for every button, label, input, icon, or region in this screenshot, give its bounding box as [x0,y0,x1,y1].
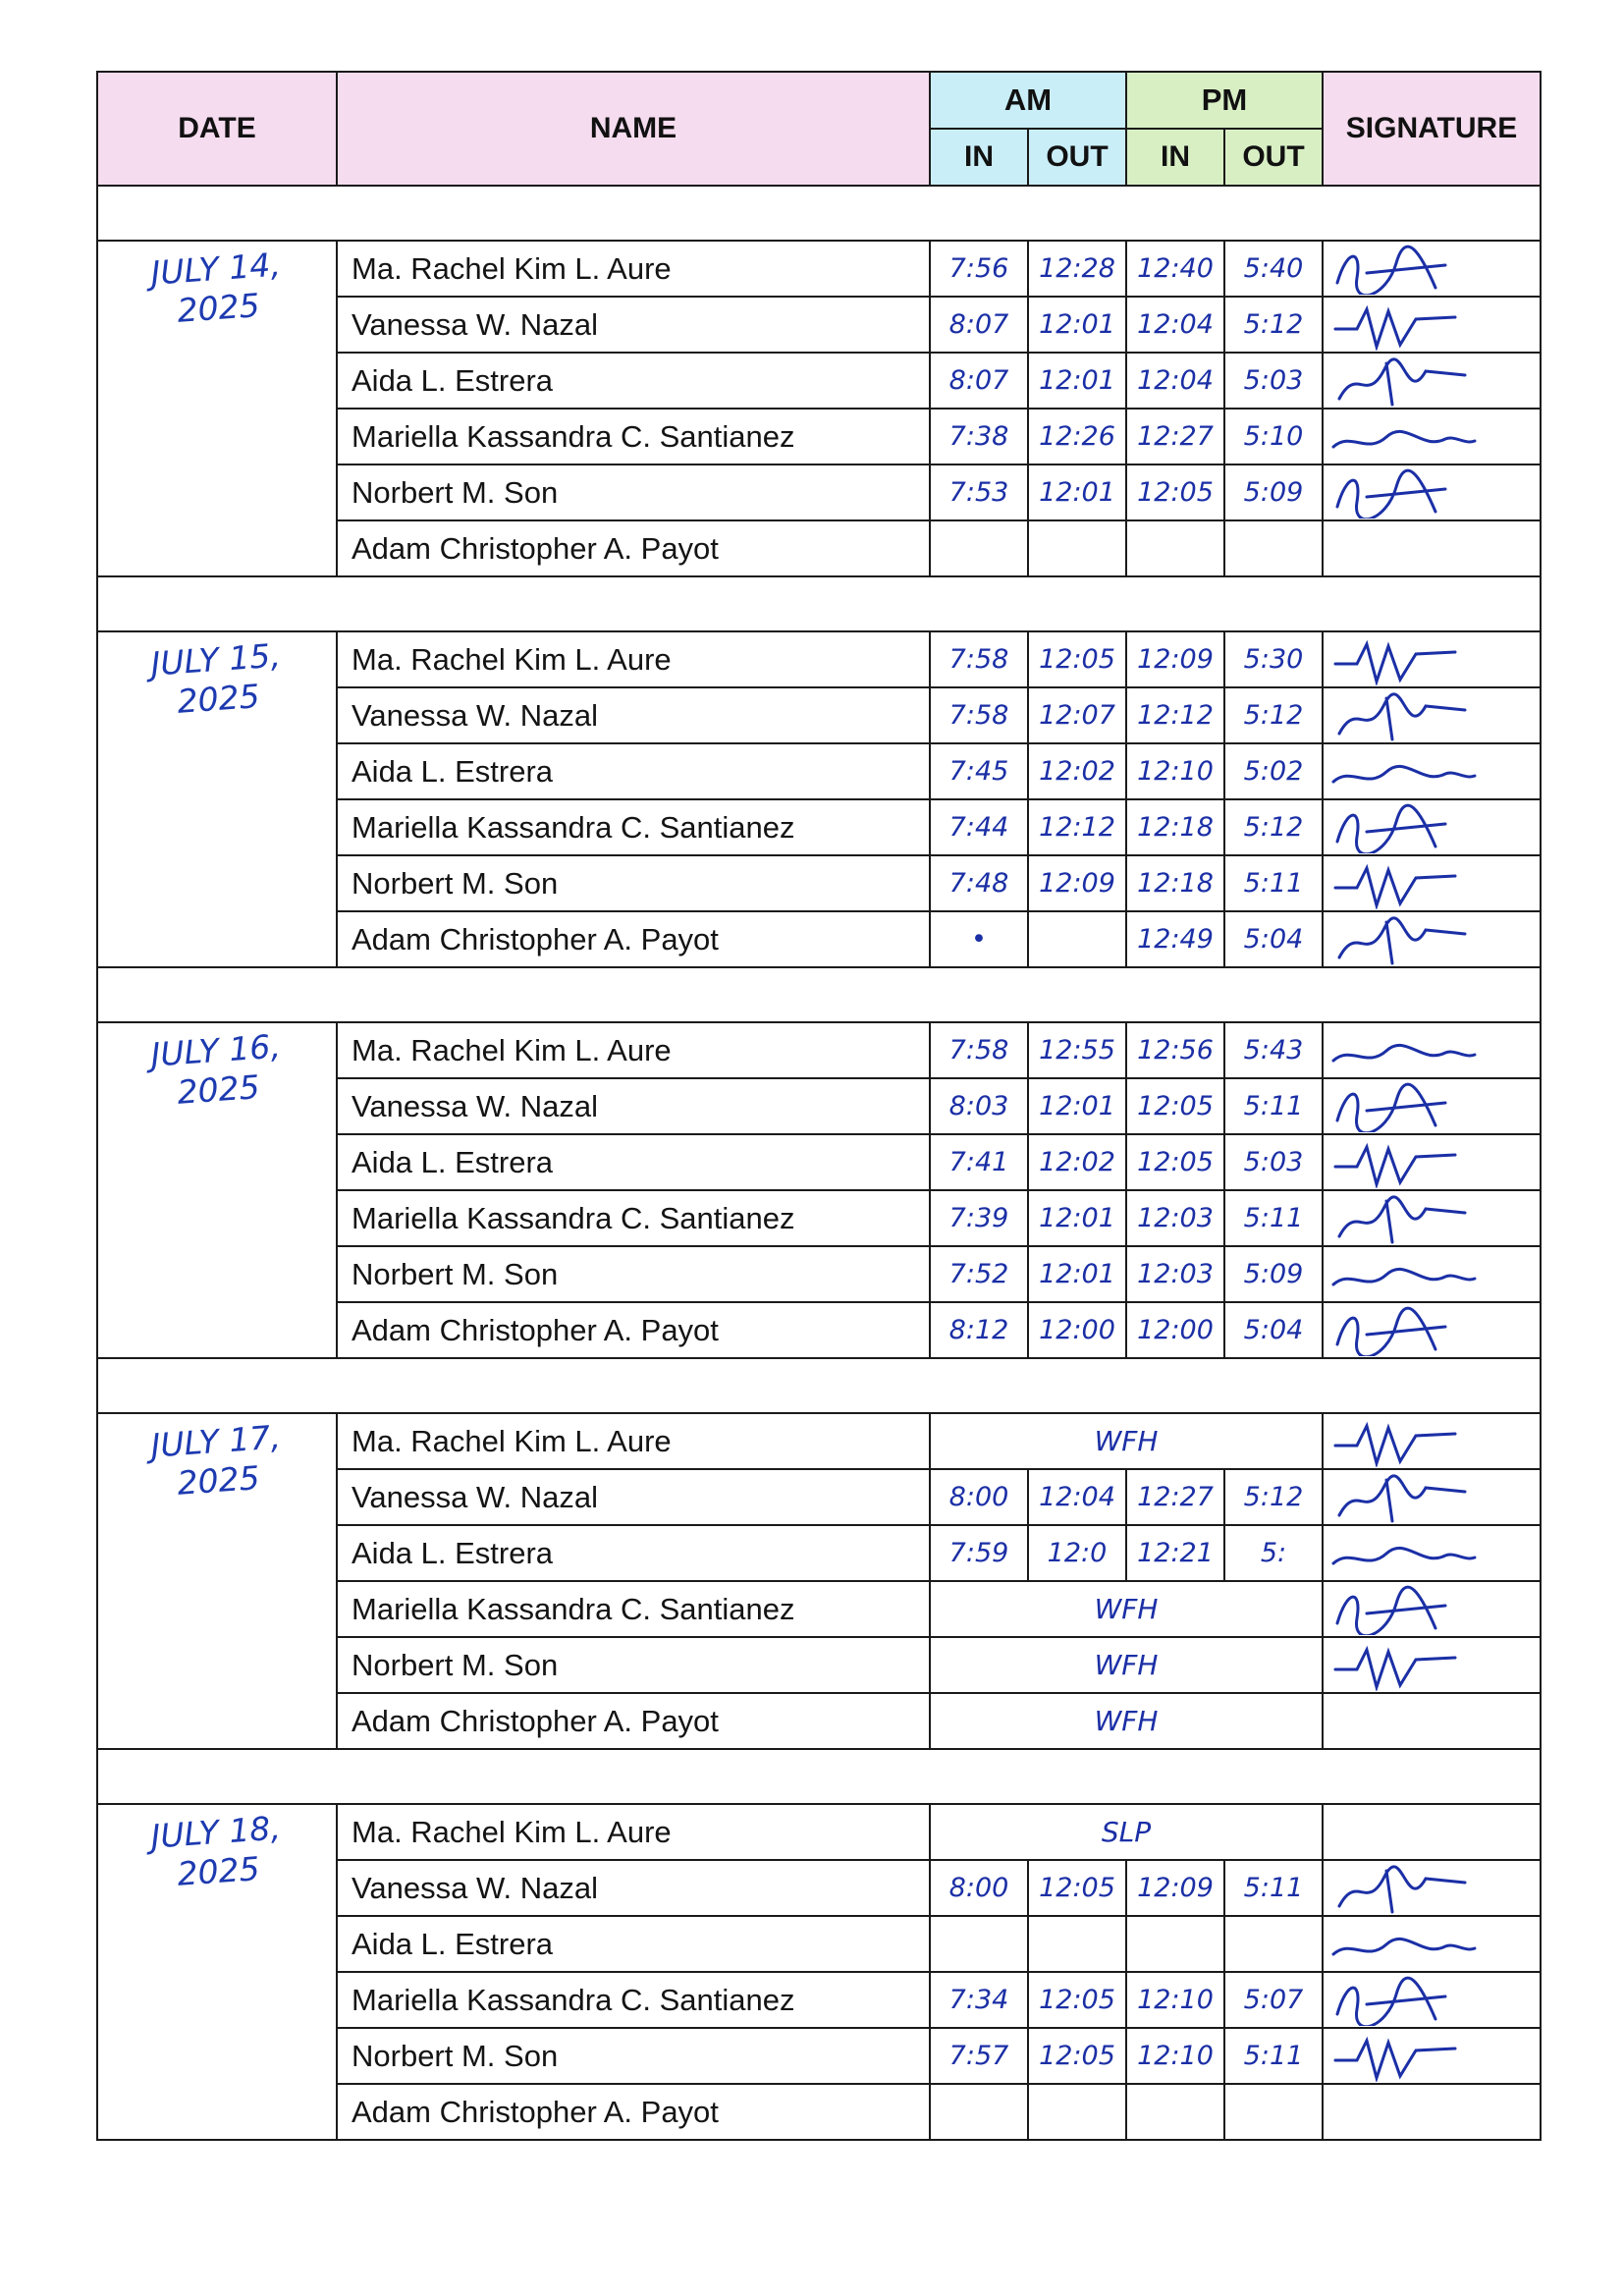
time-pm-out: 5:04 [1224,1302,1323,1358]
time-pm-out: 5:11 [1224,1078,1323,1134]
pm-in-header: IN [1126,129,1224,186]
separator-cell [97,967,1541,1022]
signature-cell [1323,241,1541,297]
time-pm-in: 12:10 [1126,743,1224,799]
employee-name: Ma. Rachel Kim L. Aure [337,1804,930,1860]
time-pm-out: 5:12 [1224,1469,1323,1525]
table-row [97,1022,1541,1078]
date-line-1: JULY 18, [149,1808,282,1856]
time-am-in: 8:07 [930,297,1028,353]
signature-stroke [1333,1939,1475,1954]
time-pm-in: 12:10 [1126,1972,1224,2028]
employee-name: Norbert M. Son [337,464,930,520]
time-pm-in: 12:56 [1126,1022,1224,1078]
employee-name: Mariella Kassandra C. Santianez [337,1190,930,1246]
employee-name: Norbert M. Son [337,2028,930,2084]
signature-cell [1323,2028,1541,2084]
signature-cell [1323,1525,1541,1581]
signature-scribble [1327,1137,1524,1188]
time-am-in: 7:58 [930,631,1028,687]
separator-cell [97,576,1541,631]
signature-cell [1323,687,1541,743]
handwritten-date [149,245,285,332]
date-line-1: JULY 16, [149,1026,282,1074]
handwritten-date [149,1808,285,1895]
time-am-out [1028,1916,1126,1972]
employee-name: Mariella Kassandra C. Santianez [337,799,930,855]
signature-scribble [1327,746,1524,797]
signature-cell [1323,1637,1541,1693]
time-pm-in: 12:18 [1126,799,1224,855]
signature-cell [1323,1190,1541,1246]
signature-cell [1323,1134,1541,1190]
signature-scribble [1327,411,1524,463]
signature-cell [1323,464,1541,520]
handwritten-date [149,1417,285,1504]
date-header: DATE [97,72,337,186]
signature-stroke [1333,1548,1475,1563]
table-row [97,631,1541,687]
time-am-out: 12:02 [1028,743,1126,799]
signature-cell [1323,1693,1541,1749]
signature-scribble [1327,467,1524,519]
signature-cell [1323,1022,1541,1078]
signature-scribble [1327,355,1524,407]
signature-stroke [1337,470,1445,519]
name-header: NAME [337,72,930,186]
employee-name: Ma. Rachel Kim L. Aure [337,1413,930,1469]
handwritten-date [149,1026,285,1114]
time-pm-out [1224,1916,1323,1972]
separator-cell [97,1749,1541,1804]
am-in-header: IN [930,129,1028,186]
signature-scribble [1327,1584,1524,1635]
signature-cell [1323,631,1541,687]
time-pm-out: 5:40 [1224,241,1323,297]
time-pm-in: 12:00 [1126,1302,1224,1358]
signature-cell [1323,297,1541,353]
day-separator [97,186,1541,241]
signature-scribble [1327,1919,1524,1970]
time-am-out: 12:0 [1028,1525,1126,1581]
time-pm-in: 12:18 [1126,855,1224,911]
signature-stroke [1333,1269,1475,1284]
signature-scribble [1327,1081,1524,1132]
signature-stroke [1333,431,1475,447]
day-separator [97,1358,1541,1413]
signature-stroke [1339,359,1465,405]
employee-name: Ma. Rachel Kim L. Aure [337,1022,930,1078]
time-am-out [1028,911,1126,967]
signature-stroke [1335,2041,1455,2078]
date-line-2: 2025 [176,1067,261,1112]
employee-name: Norbert M. Son [337,1637,930,1693]
time-am-out: 12:04 [1028,1469,1126,1525]
time-am-out: 12:01 [1028,1078,1126,1134]
time-pm-in: 12:49 [1126,911,1224,967]
time-pm-in: 12:04 [1126,297,1224,353]
handwritten-date [149,635,285,723]
employee-name: Vanessa W. Nazal [337,687,930,743]
time-am-out: 12:05 [1028,1860,1126,1916]
status-note: WFH [930,1637,1323,1693]
time-am-in: 8:07 [930,353,1028,409]
time-pm-in [1126,520,1224,576]
time-am-out: 12:01 [1028,1190,1126,1246]
time-am-in: 7:59 [930,1525,1028,1581]
time-am-in [930,2084,1028,2140]
employee-name: Vanessa W. Nazal [337,297,930,353]
time-am-out: 12:02 [1028,1134,1126,1190]
time-pm-in: 12:10 [1126,2028,1224,2084]
signature-scribble [1327,1975,1524,2026]
time-am-out: 12:26 [1028,409,1126,464]
separator-cell [97,1358,1541,1413]
employee-name: Mariella Kassandra C. Santianez [337,1972,930,2028]
day-separator [97,1749,1541,1804]
time-am-out: 12:12 [1028,799,1126,855]
time-pm-in: 12:27 [1126,1469,1224,1525]
employee-name: Ma. Rachel Kim L. Aure [337,631,930,687]
time-pm-out: 5:43 [1224,1022,1323,1078]
signature-cell [1323,1078,1541,1134]
signature-stroke [1335,309,1455,347]
time-am-in: 7:56 [930,241,1028,297]
time-pm-in: 12:12 [1126,687,1224,743]
signature-cell [1323,911,1541,967]
time-am-out: 12:00 [1028,1302,1126,1358]
signature-stroke [1337,246,1445,295]
signature-scribble [1327,2031,1524,2082]
signature-cell [1323,1469,1541,1525]
day-separator [97,576,1541,631]
signature-scribble [1327,1249,1524,1300]
signature-stroke [1335,644,1455,682]
signature-scribble [1327,1305,1524,1356]
time-am-out: 12:01 [1028,464,1126,520]
status-note: WFH [930,1693,1323,1749]
date-line-2: 2025 [176,1458,261,1503]
time-pm-out: 5:11 [1224,855,1323,911]
employee-name: Adam Christopher A. Payot [337,1302,930,1358]
signature-stroke [1337,1308,1445,1356]
employee-name: Aida L. Estrera [337,743,930,799]
time-am-in: 8:00 [930,1469,1028,1525]
signature-scribble [1327,1416,1524,1467]
time-am-out: 12:28 [1028,241,1126,297]
date-cell [97,1413,337,1749]
signature-cell [1323,1972,1541,2028]
time-am-out: 12:05 [1028,2028,1126,2084]
pm-header: PM [1126,72,1323,129]
time-pm-out: 5:11 [1224,1190,1323,1246]
attendance-table [96,71,1542,2141]
signature-cell [1323,799,1541,855]
time-am-out: 12:07 [1028,687,1126,743]
date-line-2: 2025 [176,1849,261,1893]
signature-cell [1323,1246,1541,1302]
time-pm-in: 12:04 [1126,353,1224,409]
employee-name: Aida L. Estrera [337,1916,930,1972]
time-am-in: 7:58 [930,1022,1028,1078]
date-cell [97,1804,337,2140]
time-am-in: 7:52 [930,1246,1028,1302]
employee-name: Mariella Kassandra C. Santianez [337,1581,930,1637]
time-am-out: 12:09 [1028,855,1126,911]
status-note: SLP [930,1804,1323,1860]
time-pm-in: 12:27 [1126,409,1224,464]
employee-name: Adam Christopher A. Payot [337,911,930,967]
signature-cell [1323,2084,1541,2140]
date-line-1: JULY 14, [149,245,282,293]
time-pm-in: 12:09 [1126,631,1224,687]
time-am-in: 8:03 [930,1078,1028,1134]
time-pm-out [1224,520,1323,576]
time-pm-out: 5:02 [1224,743,1323,799]
time-pm-out: 5:30 [1224,631,1323,687]
am-out-header: OUT [1028,129,1126,186]
time-am-in: 7:41 [930,1134,1028,1190]
day-separator [97,967,1541,1022]
employee-name: Adam Christopher A. Payot [337,520,930,576]
time-am-out: 12:05 [1028,631,1126,687]
employee-name: Aida L. Estrera [337,353,930,409]
date-cell [97,1022,337,1358]
signature-cell [1323,1581,1541,1637]
signature-stroke [1335,868,1455,905]
signature-stroke [1339,694,1465,739]
signature-stroke [1339,918,1465,963]
attendance-body [97,186,1541,2140]
signature-stroke [1339,1476,1465,1521]
time-am-in [930,1916,1028,1972]
signature-stroke [1339,1197,1465,1242]
time-pm-out: 5: [1224,1525,1323,1581]
employee-name: Adam Christopher A. Payot [337,2084,930,2140]
date-line-2: 2025 [176,677,261,721]
signature-cell [1323,409,1541,464]
time-pm-out [1224,2084,1323,2140]
signature-cell [1323,520,1541,576]
time-pm-in: 12:05 [1126,1078,1224,1134]
time-am-in: 7:48 [930,855,1028,911]
time-am-in: 7:39 [930,1190,1028,1246]
signature-stroke [1335,1147,1455,1184]
signature-scribble [1327,690,1524,741]
signature-stroke [1337,805,1445,853]
signature-stroke [1337,1587,1445,1635]
time-am-out: 12:01 [1028,353,1126,409]
time-pm-out: 5:11 [1224,2028,1323,2084]
status-note: WFH [930,1413,1323,1469]
time-am-out [1028,520,1126,576]
time-pm-in [1126,1916,1224,1972]
employee-name: Mariella Kassandra C. Santianez [337,409,930,464]
employee-name: Adam Christopher A. Payot [337,1693,930,1749]
table-row [97,1413,1541,1469]
pm-out-header: OUT [1224,129,1323,186]
date-line-1: JULY 17, [149,1417,282,1465]
time-am-in: 7:34 [930,1972,1028,2028]
signature-scribble [1327,634,1524,685]
time-am-in [930,520,1028,576]
table-row [97,1804,1541,1860]
signature-scribble [1327,244,1524,295]
signature-scribble [1327,1025,1524,1076]
time-pm-out: 5:03 [1224,353,1323,409]
time-pm-in: 12:21 [1126,1525,1224,1581]
separator-cell [97,186,1541,241]
signature-cell [1323,353,1541,409]
time-am-in: 7:57 [930,2028,1028,2084]
time-pm-out: 5:09 [1224,464,1323,520]
signature-stroke [1339,1867,1465,1912]
time-pm-out: 5:12 [1224,687,1323,743]
signature-scribble [1327,1528,1524,1579]
employee-name: Vanessa W. Nazal [337,1860,930,1916]
employee-name: Norbert M. Son [337,1246,930,1302]
time-am-in: 7:44 [930,799,1028,855]
date-line-1: JULY 15, [149,635,282,683]
time-am-in: • [930,911,1028,967]
employee-name: Aida L. Estrera [337,1525,930,1581]
signature-cell [1323,855,1541,911]
signature-cell [1323,1302,1541,1358]
time-pm-in: 12:05 [1126,1134,1224,1190]
time-am-out [1028,2084,1126,2140]
time-am-in: 8:00 [930,1860,1028,1916]
employee-name: Vanessa W. Nazal [337,1469,930,1525]
employee-name: Ma. Rachel Kim L. Aure [337,241,930,297]
table-row [97,241,1541,297]
time-pm-out: 5:10 [1224,409,1323,464]
time-pm-out: 5:12 [1224,297,1323,353]
time-pm-out: 5:03 [1224,1134,1323,1190]
signature-header: SIGNATURE [1323,72,1541,186]
signature-cell [1323,1804,1541,1860]
time-pm-out: 5:09 [1224,1246,1323,1302]
employee-name: Vanessa W. Nazal [337,1078,930,1134]
time-am-in: 7:38 [930,409,1028,464]
time-pm-out: 5:07 [1224,1972,1323,2028]
time-pm-in: 12:03 [1126,1190,1224,1246]
signature-cell [1323,1916,1541,1972]
signature-scribble [1327,802,1524,853]
employee-name: Norbert M. Son [337,855,930,911]
time-pm-in: 12:40 [1126,241,1224,297]
signature-cell [1323,743,1541,799]
employee-name: Aida L. Estrera [337,1134,930,1190]
signature-stroke [1335,1650,1455,1687]
signature-stroke [1337,1084,1445,1132]
signature-stroke [1333,766,1475,782]
time-pm-in: 12:05 [1126,464,1224,520]
time-am-out: 12:01 [1028,1246,1126,1302]
signature-scribble [1327,914,1524,965]
status-note: WFH [930,1581,1323,1637]
signature-scribble [1327,1640,1524,1691]
signature-cell [1323,1413,1541,1469]
signature-stroke [1333,1045,1475,1061]
date-line-2: 2025 [176,286,261,330]
signature-scribble [1327,858,1524,909]
time-am-in: 8:12 [930,1302,1028,1358]
signature-scribble [1327,300,1524,351]
time-pm-out: 5:11 [1224,1860,1323,1916]
signature-stroke [1337,1978,1445,2026]
time-pm-in: 12:03 [1126,1246,1224,1302]
date-cell [97,241,337,576]
date-cell [97,631,337,967]
time-am-out: 12:01 [1028,297,1126,353]
am-header: AM [930,72,1126,129]
time-am-out: 12:05 [1028,1972,1126,2028]
time-am-in: 7:45 [930,743,1028,799]
time-pm-in [1126,2084,1224,2140]
signature-scribble [1327,1472,1524,1523]
time-am-in: 7:53 [930,464,1028,520]
signature-cell [1323,1860,1541,1916]
time-am-in: 7:58 [930,687,1028,743]
time-pm-out: 5:04 [1224,911,1323,967]
signature-scribble [1327,1193,1524,1244]
time-pm-in: 12:09 [1126,1860,1224,1916]
time-pm-out: 5:12 [1224,799,1323,855]
signature-scribble [1327,1863,1524,1914]
signature-stroke [1335,1426,1455,1463]
time-am-out: 12:55 [1028,1022,1126,1078]
